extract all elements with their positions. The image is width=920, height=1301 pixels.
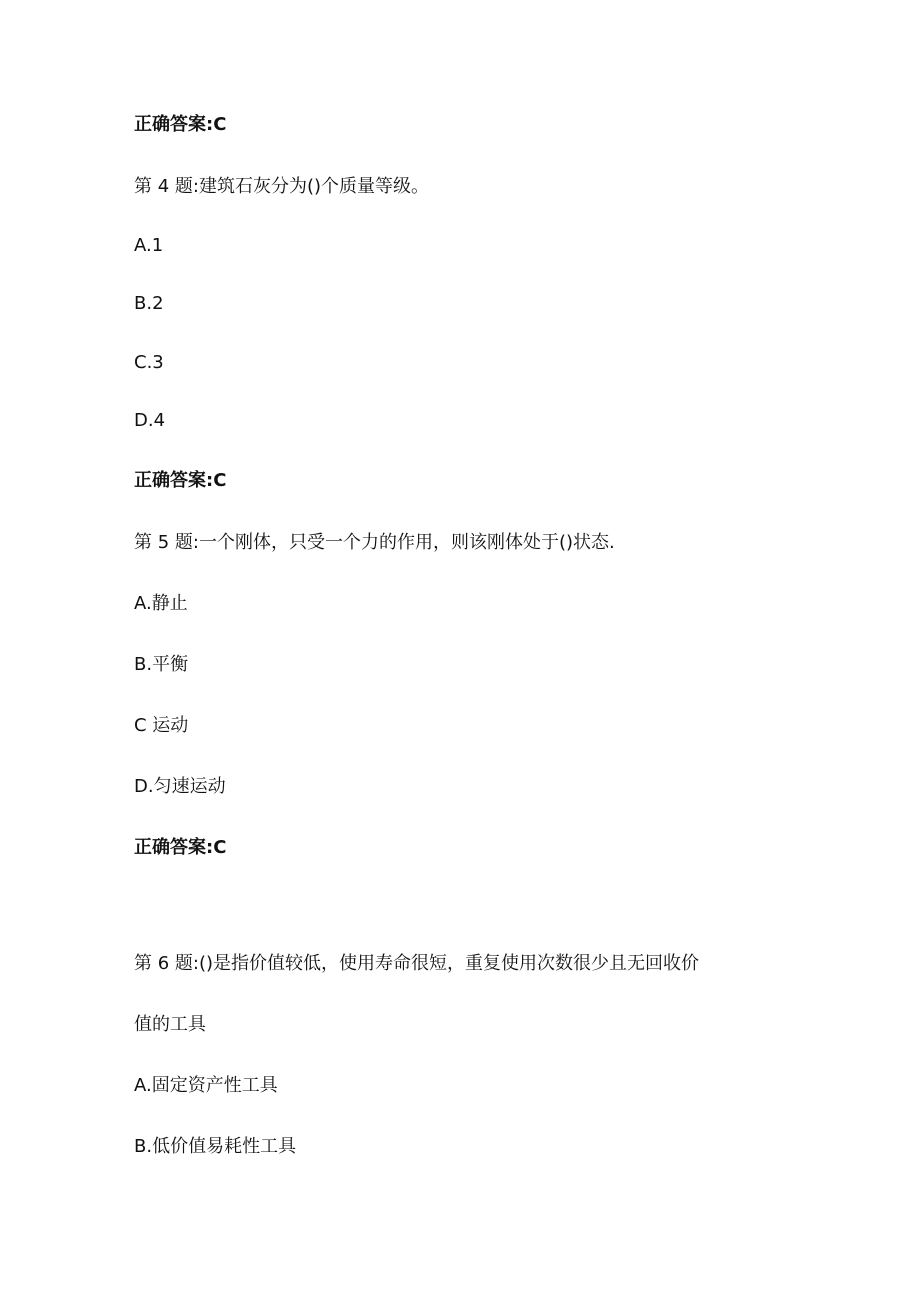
question-6-option-b: B.低价值易耗性工具 [134, 1136, 297, 1157]
question-5-stem: 第 5 题:一个刚体，只受一个力的作用，则该刚体处于()状态. [134, 532, 615, 553]
question-5-option-b: B.平衡 [134, 654, 189, 675]
question-5-option-d: D.匀速运动 [134, 776, 226, 797]
question-6-stem-line-1: 第 6 题:()是指价值较低，使用寿命很短，重复使用次数很少且无回收价 [134, 953, 700, 974]
question-4-answer: 正确答案:C [134, 470, 227, 491]
question-4-option-a: A.1 [134, 235, 164, 256]
question-4-option-c: C.3 [134, 352, 164, 373]
question-5-option-a: A.静止 [134, 593, 188, 614]
answer-previous: 正确答案:C [134, 114, 227, 135]
question-6-stem-line-2: 值的工具 [134, 1014, 206, 1035]
question-5-option-c: C 运动 [134, 715, 189, 736]
question-4-option-b: B.2 [134, 293, 164, 314]
question-5-answer: 正确答案:C [134, 837, 227, 858]
question-4-option-d: D.4 [134, 410, 166, 431]
question-4-stem: 第 4 题:建筑石灰分为()个质量等级。 [134, 176, 430, 197]
question-6-option-a: A.固定资产性工具 [134, 1075, 278, 1096]
